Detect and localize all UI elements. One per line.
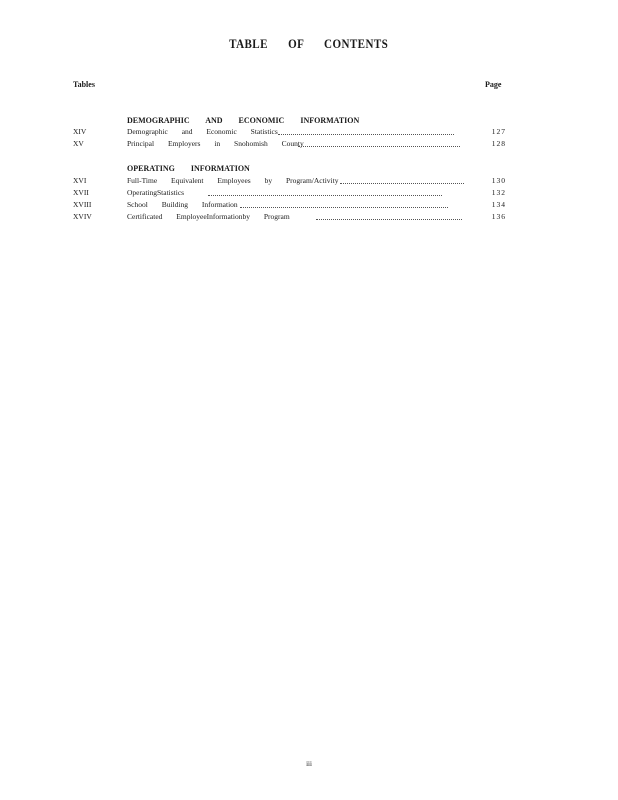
tables-column-header: Tables [73, 80, 95, 89]
table-number: XV [73, 139, 84, 148]
table-number: XVIV [73, 212, 92, 221]
dot-leader [278, 134, 454, 135]
toc-entry[interactable] [0, 127, 618, 137]
table-number: XIV [73, 127, 87, 136]
toc-entry[interactable] [0, 212, 618, 222]
page-column-header: Page [485, 80, 502, 89]
dot-leader [298, 146, 460, 147]
entry-page-number: 127 [491, 127, 506, 136]
entry-title: School Building Information [127, 200, 238, 209]
footer-page-number: iii [306, 760, 312, 768]
table-number: XVIII [73, 200, 92, 209]
dot-leader [208, 195, 442, 196]
toc-entry[interactable] [0, 200, 618, 210]
dot-leader [240, 207, 448, 208]
section-heading-operating: OPERATING INFORMATION [127, 164, 250, 173]
dot-leader [316, 219, 462, 220]
entry-title: Certificated EmployeeInformationby Program [127, 212, 290, 221]
entry-page-number: 128 [491, 139, 506, 148]
table-number: XVII [73, 188, 89, 197]
entry-title: Principal Employers in Snohomish County [127, 139, 304, 148]
toc-entry[interactable] [0, 139, 618, 149]
page-title: TABLE OF CONTENTS [229, 36, 389, 51]
entry-title: OperatingStatistics [127, 188, 185, 197]
entry-page-number: 136 [491, 212, 506, 221]
entry-page-number: 132 [491, 188, 506, 197]
entry-title: Full-Time Equivalent Employees by Program/Activity [127, 176, 339, 185]
section-heading-demographic: DEMOGRAPHIC AND ECONOMIC INFORMATION [127, 116, 360, 125]
dot-leader [340, 183, 464, 184]
table-number: XVI [73, 176, 87, 185]
toc-entry[interactable] [0, 176, 618, 186]
entry-page-number: 134 [491, 200, 506, 209]
entry-title: Demographic and Economic Statistics [127, 127, 278, 136]
toc-entry[interactable] [0, 188, 618, 198]
entry-page-number: 130 [491, 176, 506, 185]
